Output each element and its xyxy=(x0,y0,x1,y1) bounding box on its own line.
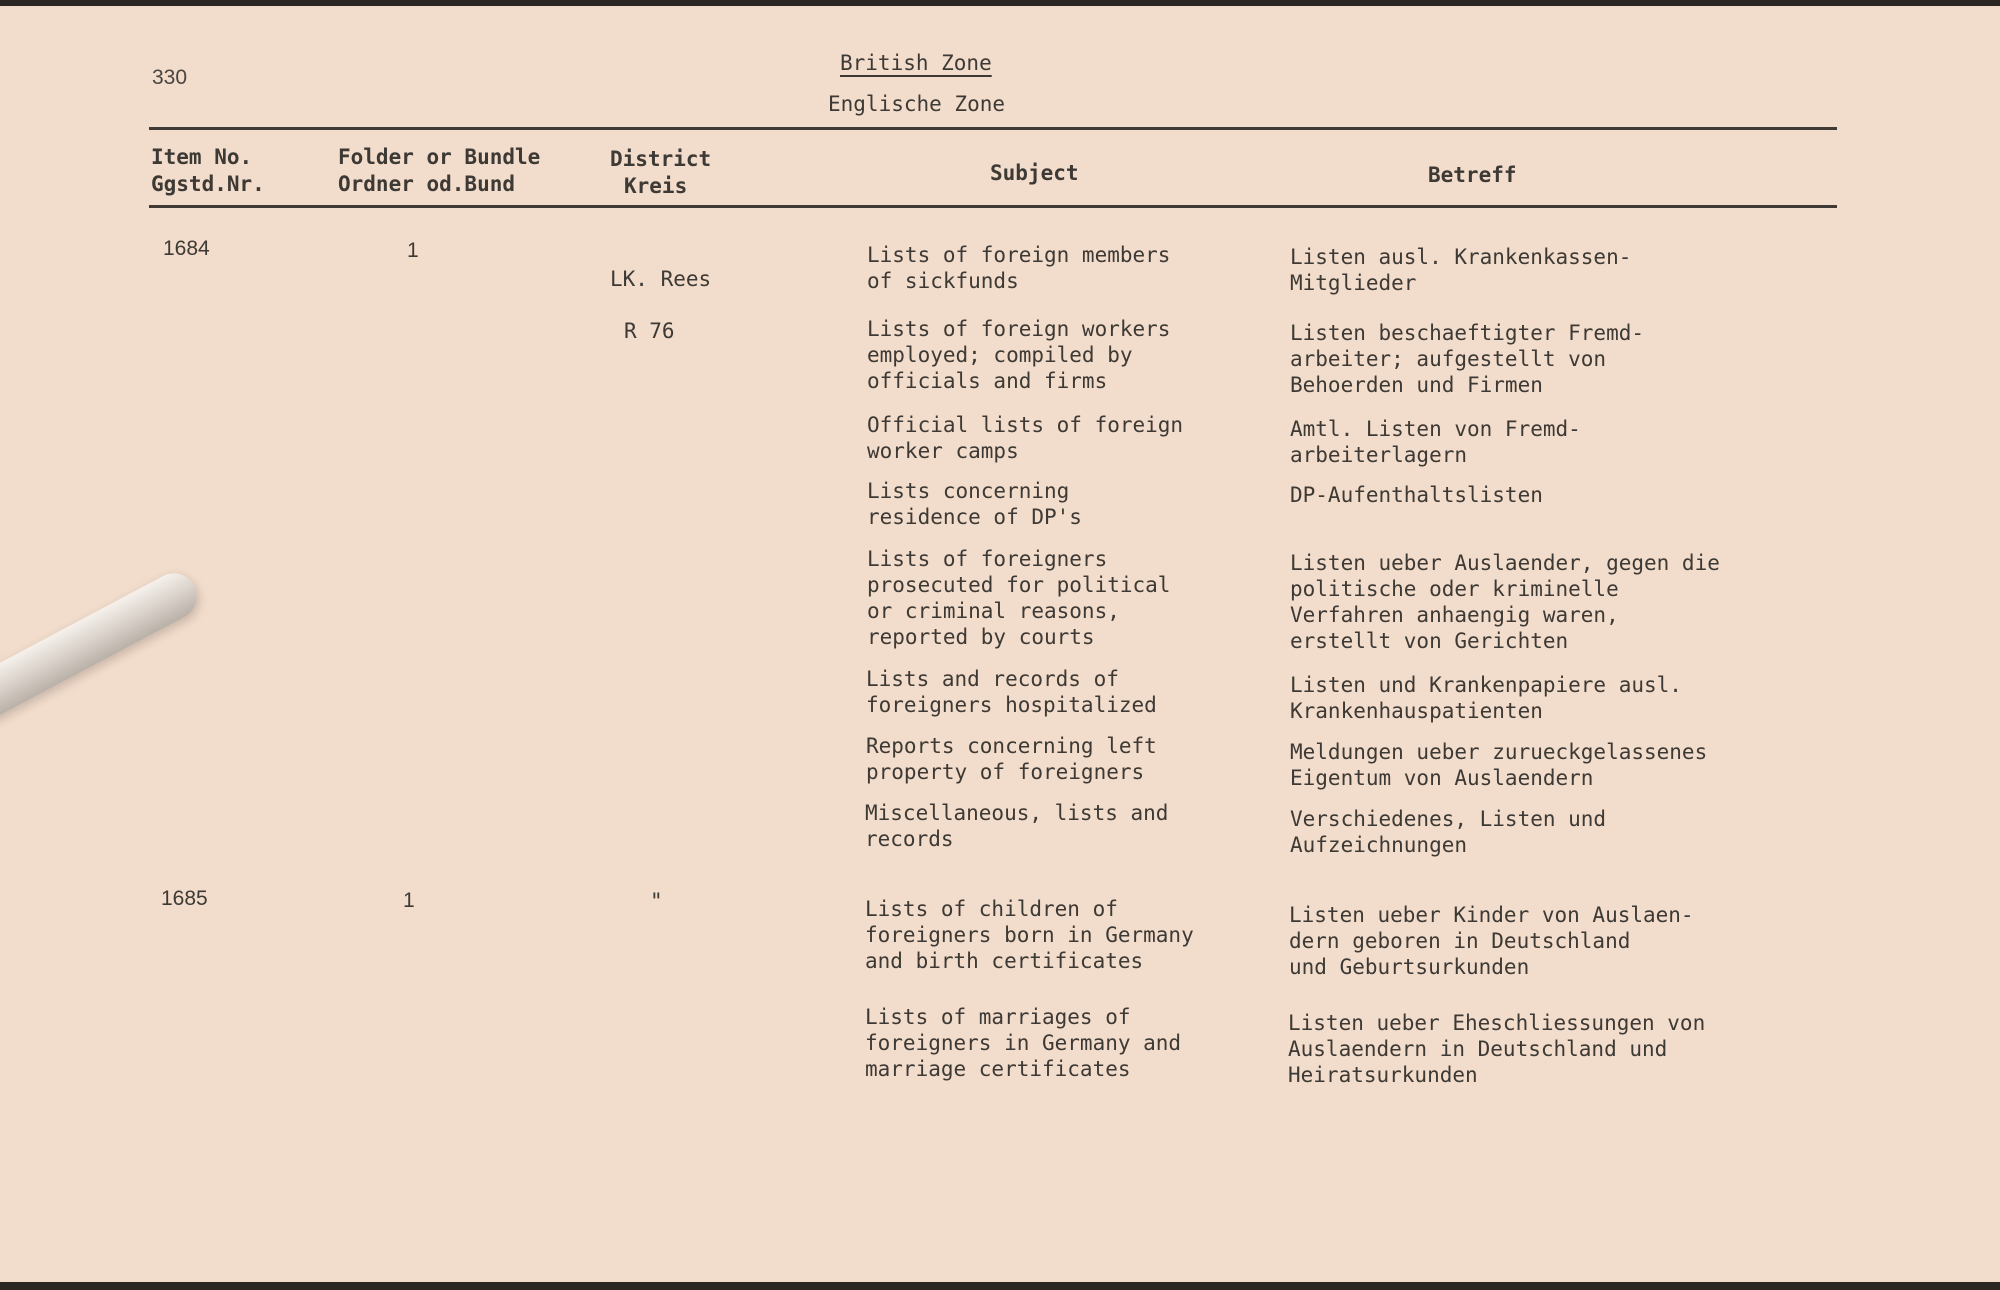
pen-object xyxy=(0,565,205,732)
subject-entry: Lists of foreign members of sickfunds xyxy=(867,243,1171,293)
betreff-entry: Listen ausl. Krankenkassen- Mitglieder xyxy=(1290,245,1632,295)
betreff-entry: Listen ueber Eheschliessungen von Auslaendern in Deutschland und Heiratsurkunden xyxy=(1288,1011,1706,1087)
district-code: R 76 xyxy=(624,319,675,343)
column-header-folder-de: Ordner od.Bund xyxy=(338,172,516,196)
column-header-district-en: District xyxy=(610,147,712,171)
betreff-entry: Verschiedenes, Listen und Aufzeichnungen xyxy=(1290,807,1607,857)
betreff-entry: Meldungen ueber zurueckgelassenes Eigentum von Auslaendern xyxy=(1290,740,1708,790)
page-number: 330 xyxy=(152,66,188,89)
header-top-rule xyxy=(149,127,1837,130)
subject-entry: Lists concerning residence of DP's xyxy=(867,479,1082,529)
subject-entry: Lists of foreigners prosecuted for political or criminal reasons, reported by courts xyxy=(867,547,1171,649)
folder-number: 1 xyxy=(403,889,415,912)
betreff-entry: Listen beschaeftigter Fremd- arbeiter; aufgestellt von Behoerden und Firmen xyxy=(1290,321,1645,397)
subject-entry: Lists of foreign workers employed; compiled by officials and firms xyxy=(867,317,1171,393)
subject-entry: Official lists of foreign worker camps xyxy=(867,413,1184,463)
betreff-entry: Amtl. Listen von Fremd- arbeiterlagern xyxy=(1290,417,1581,467)
column-header-item xyxy=(151,144,265,198)
zone-title-german: Englische Zone xyxy=(828,92,1006,116)
subject-entry: Lists of marriages of foreigners in Germany and marriage certificates xyxy=(865,1005,1182,1081)
column-header-district-de: Kreis xyxy=(624,174,688,198)
district-ditto: " xyxy=(650,889,663,913)
subject-entry: Lists of children of foreigners born in Germany and birth certificates xyxy=(865,897,1194,973)
betreff-entry: DP-Aufenthaltslisten xyxy=(1290,483,1543,507)
column-header-betreff: Betreff xyxy=(1428,163,1517,187)
district-cell xyxy=(610,240,711,370)
subject-entry: Lists and records of foreigners hospitalized xyxy=(866,667,1157,717)
column-header-folder xyxy=(338,144,540,198)
document-page xyxy=(0,6,2000,1282)
header-bottom-rule xyxy=(149,205,1837,208)
betreff-entry: Listen ueber Kinder von Auslaen- dern geboren in Deutschland und Geburtsurkunden xyxy=(1289,903,1694,979)
column-header-district xyxy=(610,146,711,200)
betreff-entry: Listen ueber Auslaender, gegen die politische oder kriminelle Verfahren anhaengig waren, erstellt von Gerichten xyxy=(1290,551,1720,653)
folder-number: 1 xyxy=(407,239,419,262)
district-name: LK. Rees xyxy=(610,267,712,291)
betreff-entry: Listen und Krankenpapiere ausl. Krankenhauspatienten xyxy=(1290,673,1682,723)
column-header-subject: Subject xyxy=(990,161,1079,185)
item-number: 1685 xyxy=(161,887,208,910)
item-number: 1684 xyxy=(163,237,210,260)
zone-title-english: British Zone xyxy=(840,51,992,75)
column-header-item-de: Ggstd.Nr. xyxy=(151,172,265,196)
column-header-item-en: Item No. xyxy=(151,145,253,169)
subject-entry: Reports concerning left property of foreigners xyxy=(866,734,1157,784)
subject-entry: Miscellaneous, lists and records xyxy=(865,801,1169,851)
column-header-folder-en: Folder or Bundle xyxy=(338,145,541,169)
